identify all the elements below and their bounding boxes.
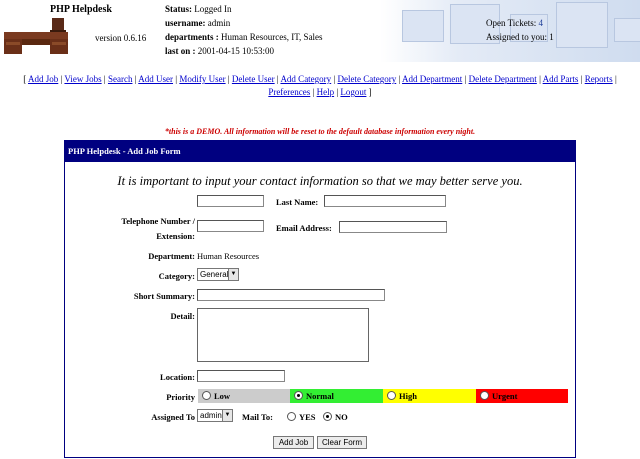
email-label: Email Address: [276,223,332,233]
nav-reports[interactable]: Reports [584,74,613,84]
desk-icon [2,16,70,56]
short-summary-input[interactable] [197,289,385,301]
location-input[interactable] [197,370,285,382]
demo-notice: *this is a DEMO. All information will be reset to the default database information every night. [164,127,476,136]
header [0,0,640,62]
priority-low[interactable]: Low [198,389,290,403]
category-select[interactable]: General ▼ [197,268,239,281]
nav-menu: [ Add Job | View Jobs | Search | Add User | Modify User | Delete User | Add Category | Delete Category | Add Department | Delete Department | Add Parts | Reports | Preferences | Help | Logout ] [23,74,617,97]
telephone-input[interactable] [197,220,264,232]
priority-normal[interactable]: Normal [290,389,383,403]
nav-delete-user[interactable]: Delete User [231,74,275,84]
mail-no-option[interactable]: NO [319,412,348,422]
radio-mail-no[interactable] [323,412,332,421]
version-label: version 0.6.16 [95,33,147,43]
nav-delete-department[interactable]: Delete Department [468,74,537,84]
nav-add-category[interactable]: Add Category [280,74,332,84]
location-label: Location: [160,372,195,382]
priority-label: Priority [166,392,195,402]
radio-mail-yes[interactable] [287,412,296,421]
mail-yes-option[interactable]: YES [283,412,316,422]
assigned-to-select[interactable]: admin ▼ [197,409,233,422]
department-label: Department: [148,251,195,261]
form-intro: It is important to input your contact information so that we may better serve you. [117,174,523,188]
last-name-input[interactable] [324,195,446,207]
nav-view-jobs[interactable]: View Jobs [64,74,102,84]
nav-add-job[interactable]: Add Job [28,74,59,84]
priority-high[interactable]: High [383,389,476,403]
nav-delete-category[interactable]: Delete Category [337,74,397,84]
detail-label: Detail: [170,311,195,321]
category-label: Category: [158,271,195,281]
header-decoration [380,0,640,62]
chevron-down-icon: ▼ [222,410,232,421]
assigned-to-you: Assigned to you: 1 [486,32,554,42]
nav-modify-user[interactable]: Modify User [179,74,226,84]
radio-urgent[interactable] [480,391,489,400]
radio-high[interactable] [387,391,396,400]
clear-form-button[interactable]: Clear Form [317,436,367,449]
last-name-label: Last Name: [276,197,319,207]
radio-normal[interactable] [294,391,303,400]
open-tickets: Open Tickets: 4 [486,18,544,28]
mail-to-label: Mail To: [242,412,273,422]
extension-label: Extension: [156,231,195,241]
nav-add-parts[interactable]: Add Parts [542,74,579,84]
nav-add-department[interactable]: Add Department [402,74,463,84]
detail-textarea[interactable] [197,308,369,362]
short-summary-label: Short Summary: [133,291,195,301]
first-name-input[interactable] [197,195,264,207]
assigned-to-label: Assigned To [151,412,195,422]
app-title: PHP Helpdesk [50,4,112,15]
add-job-button[interactable]: Add Job [273,436,314,449]
nav-logout[interactable]: Logout [340,87,367,97]
departments-line: departments : Human Resources, IT, Sales [165,32,323,42]
username-line: username: admin [165,18,231,28]
radio-low[interactable] [202,391,211,400]
telephone-label: Telephone Number / [121,216,195,226]
department-value: Human Resources [197,251,260,261]
email-input[interactable] [339,221,447,233]
form-title: PHP Helpdesk - Add Job Form [65,141,575,162]
chevron-down-icon: ▼ [228,269,238,280]
nav-add-user[interactable]: Add User [138,74,174,84]
nav-search[interactable]: Search [107,74,133,84]
status-line: Status: Logged In [165,4,232,14]
add-job-form [64,140,576,458]
priority-urgent[interactable]: Urgent [476,389,568,403]
nav-help[interactable]: Help [316,87,335,97]
last-on-line: last on : 2001-04-15 10:53:00 [165,46,275,56]
nav-preferences[interactable]: Preferences [268,87,311,97]
